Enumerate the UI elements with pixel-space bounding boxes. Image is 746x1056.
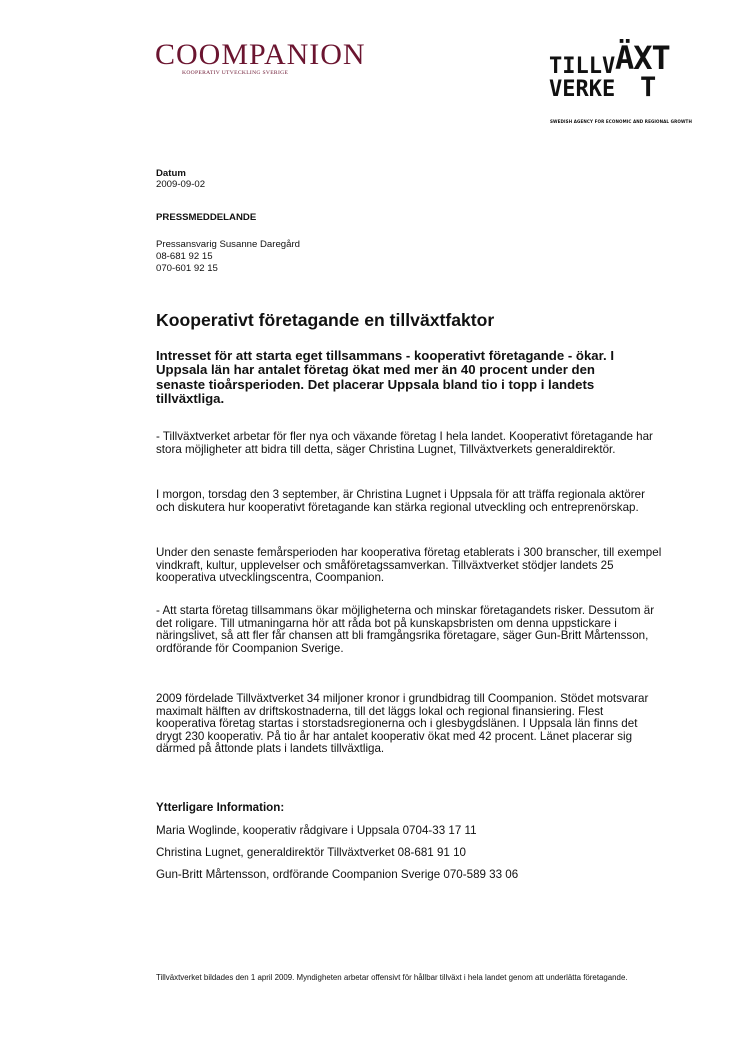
date-value: 2009-09-02 [156, 179, 206, 190]
paragraph-5: 2009 fördelade Tillväxtverket 34 miljoner kronor i grundbidrag till Coompanion. Stödet motsvarar maximalt hälften av driftskostnaderna, till det läggs lokal och regional finansiering. Flest kooperativa företag startas i storstadsregionerna och i glesbygdslänen. I Uppsala län finns det drygt 230 kooperativ. På tio år har antalet kooperativ ökat med 42 procent. Länet placerar sig därmed på åttonde plats i landets tillväxtliga. [156, 692, 649, 756]
contact-line: Gun-Britt Mårtensson, ordförande Coompanion Sverige 070-589 33 06 [156, 868, 519, 881]
coompanion-wordmark: COOMPANION [155, 38, 366, 71]
press-contact-mobile: 070-601 92 15 [156, 263, 218, 274]
date-label: Datum [156, 168, 186, 179]
paragraph-4: - Att starta företag tillsammans ökar möjligheterna och minskar företagandets risker. Dessutom är det roligare. Till utmaningarna hör att råda bot på kunskapsbristen om denna uppstickare i näringslivet, så att fler får chansen att bli framgångsrika företagare, säger Gun-Britt Mårtensson, ordförande för Coompanion Sverige. [156, 604, 655, 655]
tillvaxtverket-logo [548, 39, 708, 132]
article-lead: Intresset för att starta eget tillsammans - kooperativt företagande - ökar. I Uppsala län har antalet företag ökat med mer än 40 procent under den senaste tioårsperioden. Det placerar Uppsala bland tio i topp i landets tillväxtliga. [156, 348, 615, 406]
paragraph-1: - Tillväxtverket arbetar för fler nya och växande företag I hela landet. Kooperativt företagande har stora möjligheter att bidra till detta, säger Christina Lugnet, Tillväxtverkets generaldirektör. [156, 430, 653, 456]
contact-line: Maria Woglinde, kooperativ rådgivare i Uppsala 0704-33 17 11 [156, 824, 477, 837]
tillvaxtverket-wordmark-line2a: VERKE [549, 77, 616, 102]
paragraph-2: I morgon, torsdag den 3 september, är Christina Lugnet i Uppsala för att träffa regionala aktörer och diskutera hur kooperativt företagande kan stärka regional utveckling och entreprenörskap. [156, 488, 645, 514]
paragraph-3: Under den senaste femårsperioden har kooperativa företag etablerats i 300 branscher, till exempel vindkraft, kultur, upplevelser och småföretagssamverkan. Tillväxtverket stödjer landets 25 kooperativa utvecklingscentra, Coompanion. [156, 546, 662, 585]
coompanion-logo [155, 38, 375, 82]
more-info-heading: Ytterligare Information: [156, 801, 285, 814]
tillvaxtverket-wordmark-line1a: TILLV [549, 54, 616, 79]
tillvaxtverket-wordmark-line2b: T [640, 72, 657, 103]
tillvaxtverket-wordmark-line1b: ÄXT [615, 39, 670, 77]
document-type: PRESSMEDDELANDE [156, 212, 257, 223]
coompanion-tagline: KOOPERATIV UTVECKLING SVERIGE [182, 70, 289, 76]
press-contact-phone: 08-681 92 15 [156, 251, 213, 262]
tillvaxtverket-tagline: SWEDISH AGENCY FOR ECONOMIC AND REGIONAL GROWTH [550, 119, 692, 124]
press-contact-name: Pressansvarig Susanne Daregård [156, 239, 300, 250]
article-title: Kooperativt företagande en tillväxtfaktor [156, 310, 495, 330]
footer-note: Tillväxtverket bildades den 1 april 2009. Myndigheten arbetar offensivt för hållbar tillväxt i hela landet genom att underlätta företagande. [156, 973, 628, 982]
contact-line: Christina Lugnet, generaldirektör Tillväxtverket 08-681 91 10 [156, 846, 466, 859]
